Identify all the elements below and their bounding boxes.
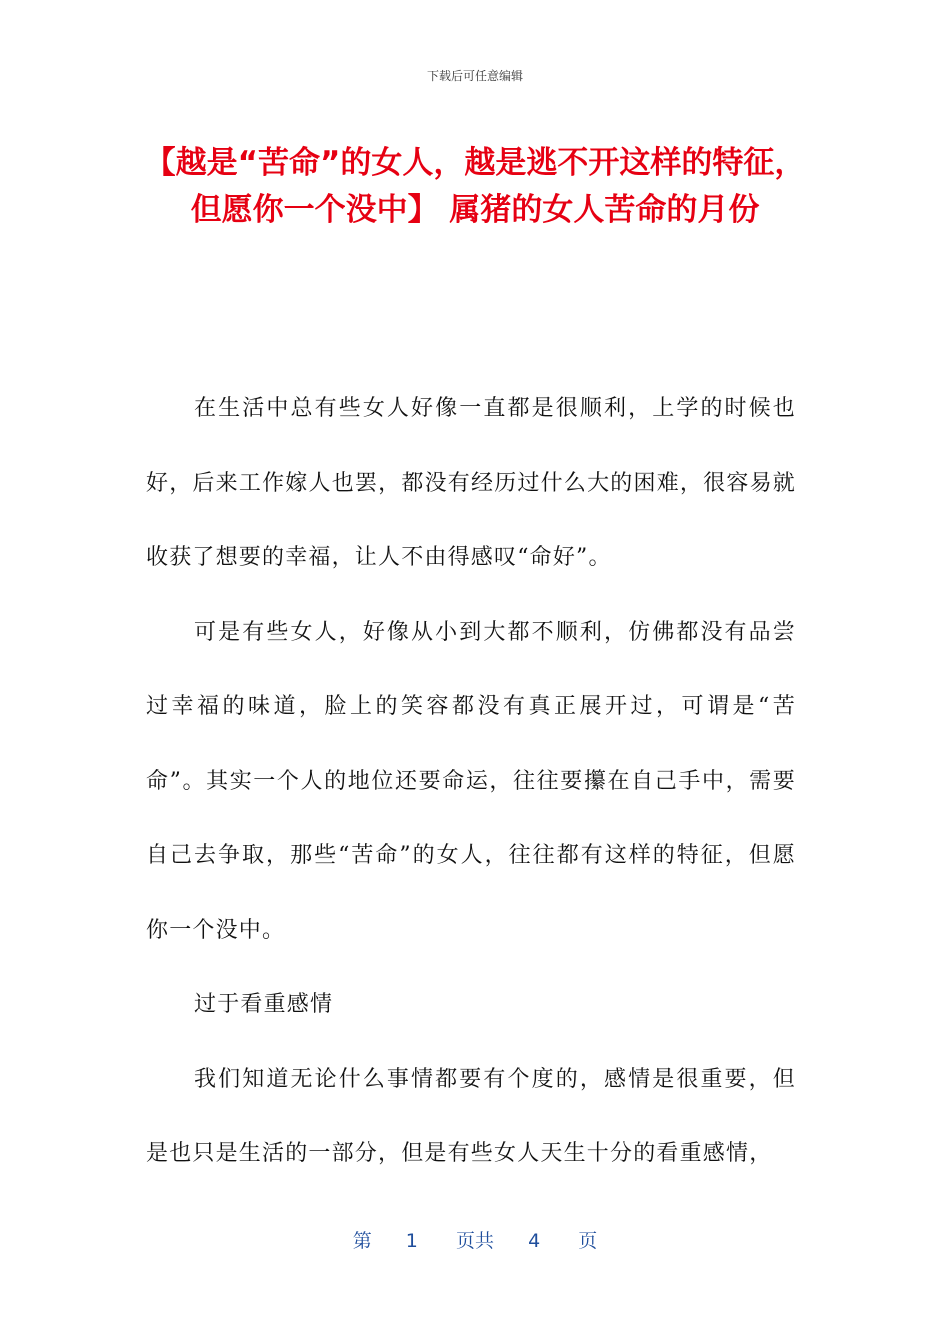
document-title: 【越是“苦命”的女人，越是逃不开这样的特征，但愿你一个没中】 属猪的女人苦命的月份 [144,145,806,228]
page-current: 1 [405,1230,418,1252]
paragraph: 我们知道无论什么事情都要有个度的，感情是很重要，但是也只是生活的一部分，但是有些女人天生十分的看重感情， [146,1066,796,1166]
page-prefix: 第 [352,1230,372,1252]
paragraph: 可是有些女人，好像从小到大都不顺利，仿佛都没有品尝过幸福的味道，脸上的笑容都没有真正展开过，可谓是“苦命”。其实一个人的地位还要命运，往往要攥在自己手中，需要自己去争取，那些“苦命”的女人，往往都有这样的特征，但愿你一个没中。 [146,619,796,943]
header-note: 下载后可任意编辑 [426,69,523,83]
paragraph: 在生活中总有些女人好像一直都是很顺利，上学的时候也好，后来工作嫁人也罢，都没有经历过什么大的困难，很容易就收获了想要的幸福，让人不由得感叹“命好”。 [146,396,796,570]
page-suffix: 页 [578,1230,598,1252]
document-body [146,372,796,1192]
page-footer [0,1226,950,1253]
page-middle: 页共 [455,1230,494,1252]
section-heading: 过于看重感情 [194,992,334,1017]
page-total: 4 [528,1230,541,1252]
